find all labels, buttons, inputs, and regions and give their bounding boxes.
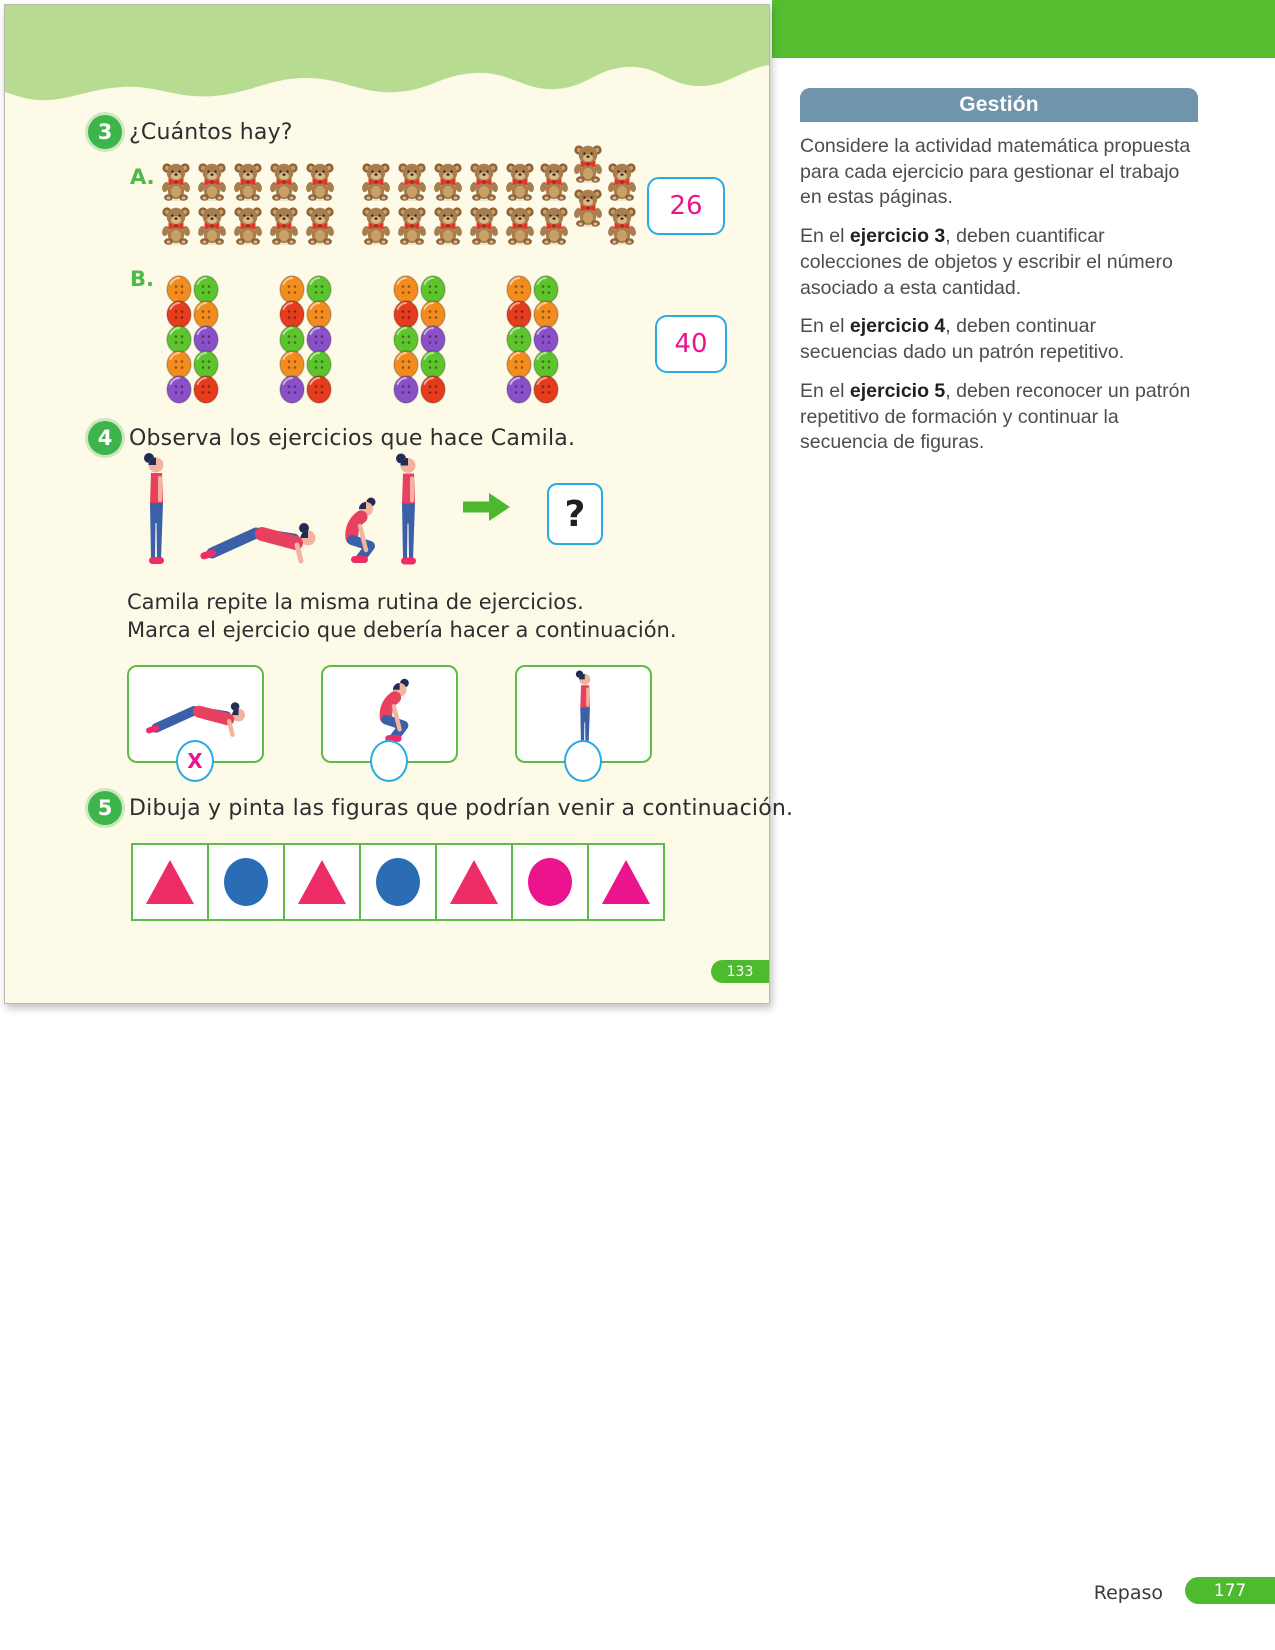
teddy-bear-icon xyxy=(157,161,195,201)
pattern-cell[interactable] xyxy=(207,843,285,921)
option-mark-circle[interactable] xyxy=(564,740,602,782)
teddy-bear-icon xyxy=(357,161,395,201)
teddy-bear-icon xyxy=(301,205,339,245)
crimson-triangle-icon xyxy=(295,855,349,909)
teddy-bear-icon xyxy=(393,161,431,201)
option-mark-circle[interactable]: X xyxy=(176,740,214,782)
crimson-triangle-icon xyxy=(447,855,501,909)
teddy-bear-icon xyxy=(265,205,303,245)
pattern-row xyxy=(131,843,665,921)
exercise-5-number-badge: 5 xyxy=(88,791,122,825)
button-icon xyxy=(393,375,419,404)
teddy-bear-icon xyxy=(301,161,339,201)
pattern-cell[interactable] xyxy=(511,843,589,921)
button-icon xyxy=(193,375,219,404)
footer-page-number: 177 xyxy=(1185,1577,1275,1604)
magenta-circle-icon xyxy=(523,855,577,909)
exercise-figure-standing xyxy=(390,451,424,568)
gestion-paragraph: En el ejercicio 3, deben cuantificar colecciones de objetos y escribir el número asociado a esta cantidad. xyxy=(800,225,1173,299)
pattern-cell[interactable] xyxy=(359,843,437,921)
teddy-bear-icon xyxy=(501,161,539,201)
exercise-figure-standing xyxy=(138,451,172,567)
button-icon xyxy=(533,375,559,404)
question-mark-box: ? xyxy=(547,483,603,545)
teddy-bear-icon xyxy=(229,161,267,201)
sequence-arrow-icon xyxy=(463,493,510,521)
teddy-bear-icon xyxy=(429,205,467,245)
button-icon xyxy=(279,375,305,404)
teddy-bear-icon xyxy=(193,205,231,245)
button-icon xyxy=(306,375,332,404)
button-icon xyxy=(420,375,446,404)
student-page-number-tab: 133 xyxy=(711,960,769,983)
gestion-paragraph: En el ejercicio 5, deben reconocer un patrón repetitivo de formación y continuar la secuencia de figuras. xyxy=(800,379,1191,454)
gestion-header: Gestión xyxy=(800,88,1198,122)
teddy-bear-icon xyxy=(465,161,503,201)
teddy-bear-icon xyxy=(157,205,195,245)
exercise-3-title: ¿Cuántos hay? xyxy=(129,120,293,145)
teddy-bear-icon xyxy=(265,161,303,201)
exercise-4-title: Observa los ejercicios que hace Camila. xyxy=(129,426,576,451)
teddy-bear-icon xyxy=(535,205,573,245)
gestion-sidebar xyxy=(800,88,1198,469)
magenta-triangle-icon xyxy=(599,855,653,909)
student-book-page xyxy=(4,4,794,1004)
pattern-cell[interactable] xyxy=(435,843,513,921)
teddy-bear-icon xyxy=(569,143,607,183)
teddy-bear-icon xyxy=(229,205,267,245)
teddy-bear-icon xyxy=(465,205,503,245)
teddy-bear-icon xyxy=(393,205,431,245)
page-header-wave xyxy=(5,5,769,115)
button-icon xyxy=(506,375,532,404)
answer-box-buttons[interactable]: 40 xyxy=(655,315,727,373)
crimson-triangle-icon xyxy=(143,855,197,909)
pattern-cell[interactable] xyxy=(131,843,209,921)
teddy-bear-icon xyxy=(569,187,607,227)
gestion-paragraph: Considere la actividad matemática propuesta para cada ejercicio para gestionar el trabajo en estas páginas. xyxy=(800,135,1191,209)
footer-section-label: Repaso xyxy=(1093,1582,1163,1604)
teddy-bear-icon xyxy=(535,161,573,201)
exercise-3-number-badge: 3 xyxy=(88,115,122,149)
item-a-label: A. xyxy=(130,165,155,189)
exercise-5-title: Dibuja y pinta las figuras que podrían venir a continuación. xyxy=(129,796,794,821)
teddy-bear-icon xyxy=(193,161,231,201)
exercise-figure-plank xyxy=(198,503,319,567)
gestion-paragraph: En el ejercicio 4, deben continuar secuencias dado un patrón repetitivo. xyxy=(800,315,1125,364)
teddy-bear-icon xyxy=(603,161,641,201)
option-mark-circle[interactable] xyxy=(370,740,408,782)
top-green-bar xyxy=(772,0,1275,58)
blue-circle-icon xyxy=(371,855,425,909)
pattern-cell[interactable] xyxy=(587,843,665,921)
teddy-bear-icon xyxy=(501,205,539,245)
exercise-4-caption-1: Camila repite la misma rutina de ejercicios. xyxy=(127,590,584,614)
exercise-4-number-badge: 4 xyxy=(88,421,122,455)
exercise-4-caption-2: Marca el ejercicio que debería hacer a continuación. xyxy=(127,618,677,642)
answer-box-bears[interactable]: 26 xyxy=(647,177,725,235)
item-b-label: B. xyxy=(130,267,154,291)
blue-circle-icon xyxy=(219,855,273,909)
button-icon xyxy=(166,375,192,404)
exercise-figure-squat xyxy=(327,496,385,568)
option-figure-plank xyxy=(141,685,251,740)
gestion-paragraphs xyxy=(800,122,1198,456)
teddy-bear-icon xyxy=(357,205,395,245)
option-figure-squat xyxy=(362,677,418,747)
teddy-bear-icon xyxy=(429,161,467,201)
pattern-cell[interactable] xyxy=(283,843,361,921)
teddy-bear-icon xyxy=(603,205,641,245)
